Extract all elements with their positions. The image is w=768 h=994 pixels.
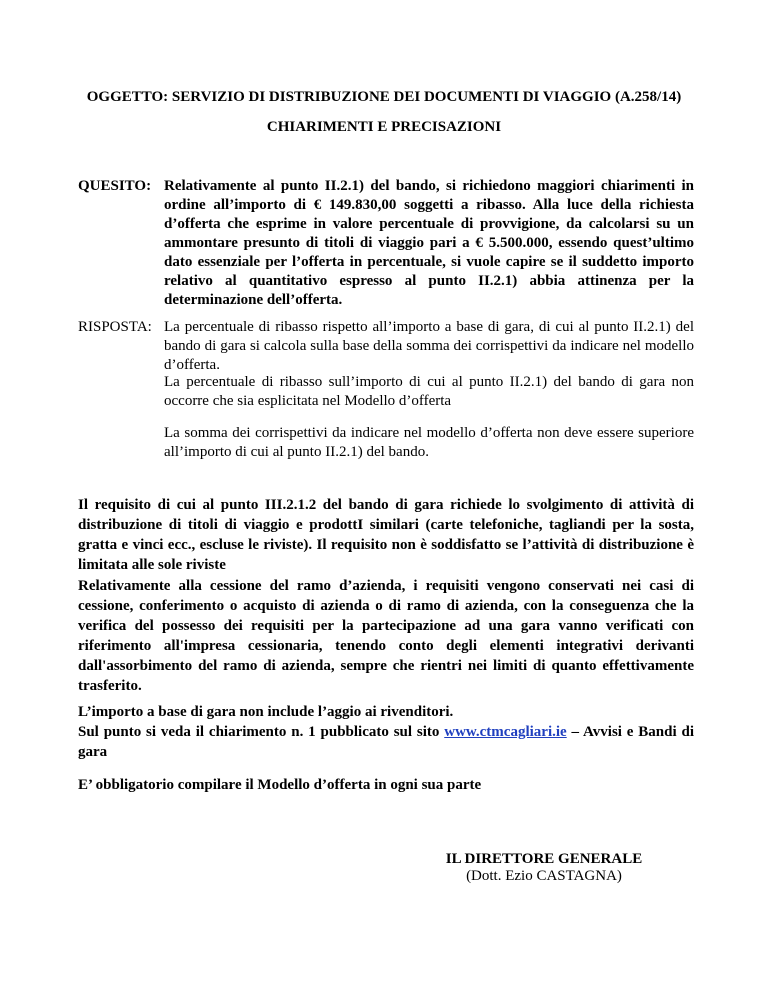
subtitle-heading: CHIARIMENTI E PRECISAZIONI [266, 119, 502, 135]
question-label: QUESITO: [78, 178, 152, 194]
transfer-paragraph: Relativamente alla cessione del ramo d’azienda, i requisiti vengono conservati nei casi di cessione, conferimento o acquisto di azienda o di ramo di azienda, con la conseguenza che la verifica del possesso dei requisiti per la partecipazione ad una gara vanno verificati con riferimento all'impresa cessionaria, tenendo conto degli elementi integrativi derivanti dall'assorbimento del ramo di azienda, sempre che rientri nei limiti di quanto effettivamente trasferito. [78, 578, 694, 694]
answer-label: RISPOSTA: [78, 319, 152, 335]
requirement-paragraph: Il requisito di cui al punto III.2.1.2 del bando di gara richiede lo svolgimento di attività di distribuzione di titoli di viaggio e prodottI similari (carte telefoniche, tagliandi per la sosta, gratta e vinci ecc., escluse le riviste). Il requisito non è soddisfatto se l’attività di distribuzione è limitata alle sole riviste [78, 497, 694, 573]
mandatory-paragraph: E’ obbligatorio compilare il Modello d’offerta in ogni sua parte [78, 777, 482, 793]
website-link[interactable]: www.ctmcagliari.ie [444, 724, 567, 740]
fee-paragraph: L’importo a base di gara non include l’aggio ai rivenditori. [78, 704, 454, 720]
answer-paragraph-2: La percentuale di ribasso sull’importo di cui al punto II.2.1) del bando di gara non occorre che sia esplicitata nel Modello d’offerta [164, 374, 694, 409]
question-text: Relativamente al punto II.2.1) del bando, si richiedono maggiori chiarimenti in ordine all’importo di € 149.830,00 soggetti a ribasso. Alla luce della richiesta d’offerta che esprime in valore percentuale di provvigione, da calcolarsi su un ammontare presunto di titoli di viaggio pari a € 5.500.000, essendo quest’ultimo dato essenziale per l’offerta in percentuale, si vuole capire se il suddetto importo relativo al quantitativo espresso al punto II.2.1) abbia attinenza per la determinazione dell’offerta. [164, 178, 694, 308]
answer-paragraph-3: La somma dei corrispettivi da indicare nel modello d’offerta non deve essere superiore all’importo di cui al punto II.2.1) del bando. [164, 425, 694, 460]
subject-heading: OGGETTO: SERVIZIO DI DISTRIBUZIONE DEI DOCUMENTI DI VIAGGIO (A.258/14) [86, 89, 682, 105]
see-paragraph [78, 722, 694, 762]
answer-paragraph-1: La percentuale di ribasso rispetto all’importo a base di gara, di cui al punto II.2.1) del bando di gara si calcola sulla base della somma dei corrispettivi da indicare nel modello d’offerta. [164, 319, 694, 373]
signature-name: (Dott. Ezio CASTAGNA) [466, 868, 622, 884]
see-suffix: – Avvisi e Bandi di gara [78, 724, 694, 760]
signature-title: IL DIRETTORE GENERALE [445, 851, 643, 867]
see-prefix: Sul punto si veda il chiarimento n. 1 pubblicato sul sito [78, 724, 445, 740]
